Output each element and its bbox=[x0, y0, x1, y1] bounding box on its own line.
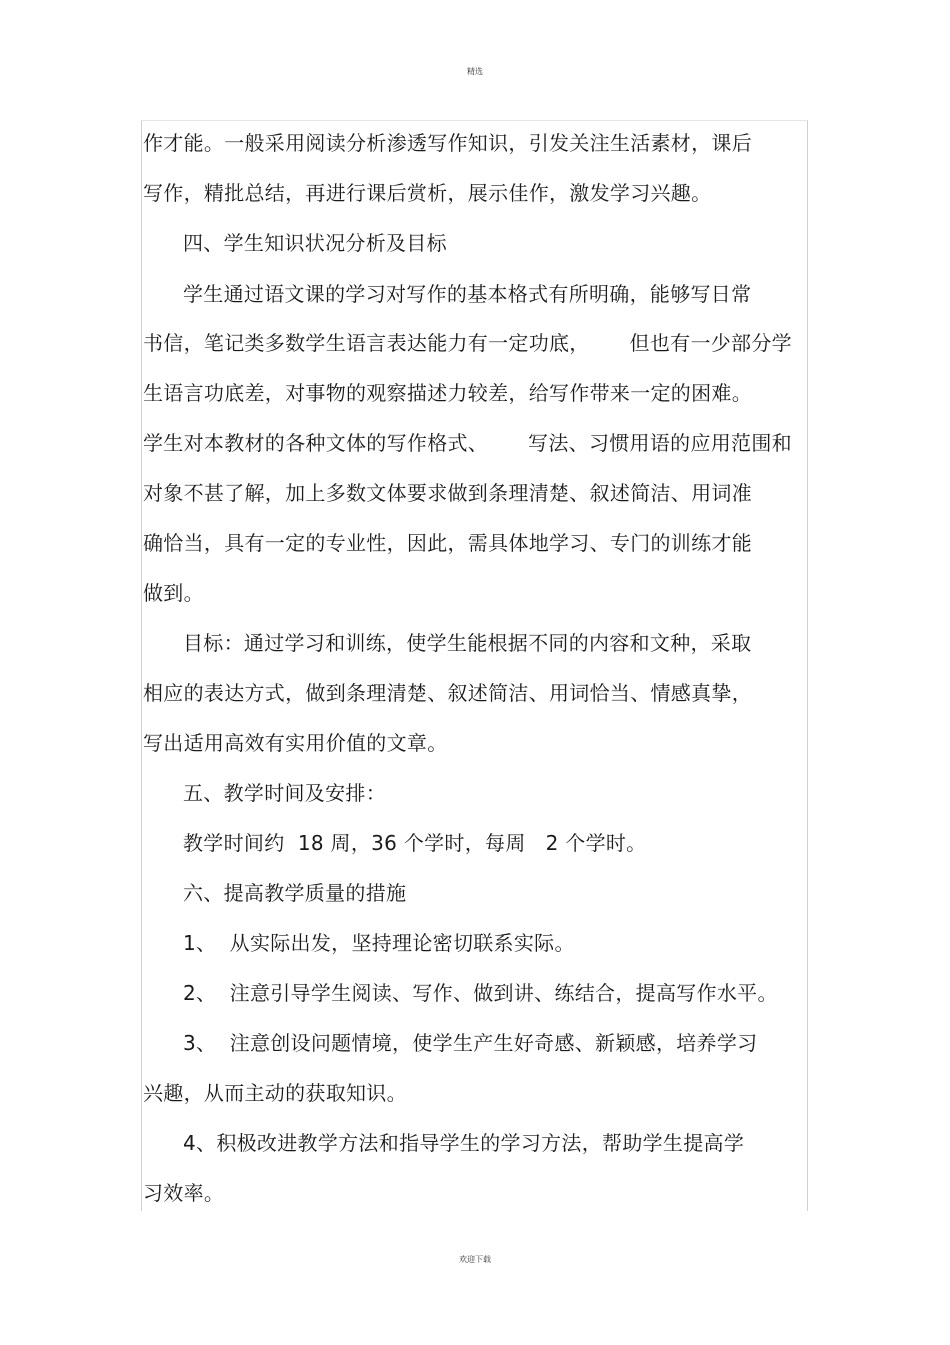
paragraph-line: 做到。 bbox=[143, 581, 204, 605]
paragraph-line: 作才能。一般采用阅读分析渗透写作知识，引发关注生活素材，课后 bbox=[143, 131, 752, 155]
page-header-mark: 精选 bbox=[467, 67, 483, 76]
list-item: 3、 注意创设问题情境，使学生产生好奇感、新颖感，培养学习 bbox=[183, 1031, 758, 1055]
paragraph-line: 学生通过语文课的学习对写作的基本格式有所明确，能够写日常 bbox=[183, 282, 752, 306]
paragraph-line: 书信，笔记类多数学生语言表达能力有一定功底， 但也有一少部分学 bbox=[143, 331, 792, 355]
section-heading: 四、学生知识状况分析及目标 bbox=[183, 231, 447, 255]
paragraph-line: 对象不甚了解，加上多数文体要求做到条理清楚、叙述简洁、用词准 bbox=[143, 481, 752, 505]
paragraph-line: 生语言功底差，对事物的观察描述力较差，给写作带来一定的困难。 bbox=[143, 381, 752, 405]
paragraph-line: 学生对本教材的各种文体的写作格式、 写法、习惯用语的应用范围和 bbox=[143, 431, 792, 455]
list-item: 1、 从实际出发，坚持理论密切联系实际。 bbox=[183, 931, 575, 955]
paragraph-line: 习效率。 bbox=[143, 1181, 225, 1205]
paragraph-line: 兴趣，从而主动的获取知识。 bbox=[143, 1081, 407, 1105]
list-item: 2、 注意引导学生阅读、写作、做到讲、练结合，提高写作水平。 bbox=[183, 981, 778, 1005]
paragraph-line: 写出适用高效有实用价值的文章。 bbox=[143, 731, 448, 755]
list-item: 4、积极改进教学方法和指导学生的学习方法，帮助学生提高学 bbox=[183, 1131, 745, 1155]
paragraph-line: 教学时间约 18 周，36 个学时，每周 2 个学时。 bbox=[183, 831, 647, 855]
paragraph-line: 目标：通过学习和训练，使学生能根据不同的内容和文种，采取 bbox=[183, 631, 752, 655]
paragraph-line: 确恰当，具有一定的专业性，因此，需具体地学习、专门的训练才能 bbox=[143, 531, 752, 555]
section-heading: 六、提高教学质量的措施 bbox=[183, 881, 407, 905]
page-footer-mark: 欢迎下载 bbox=[459, 1255, 491, 1264]
section-heading: 五、教学时间及安排： bbox=[183, 781, 386, 805]
paragraph-line: 写作，精批总结，再进行课后赏析，展示佳作，激发学习兴趣。 bbox=[143, 181, 712, 205]
paragraph-line: 相应的表达方式，做到条理清楚、叙述简洁、用词恰当、情感真挚， bbox=[143, 681, 752, 705]
